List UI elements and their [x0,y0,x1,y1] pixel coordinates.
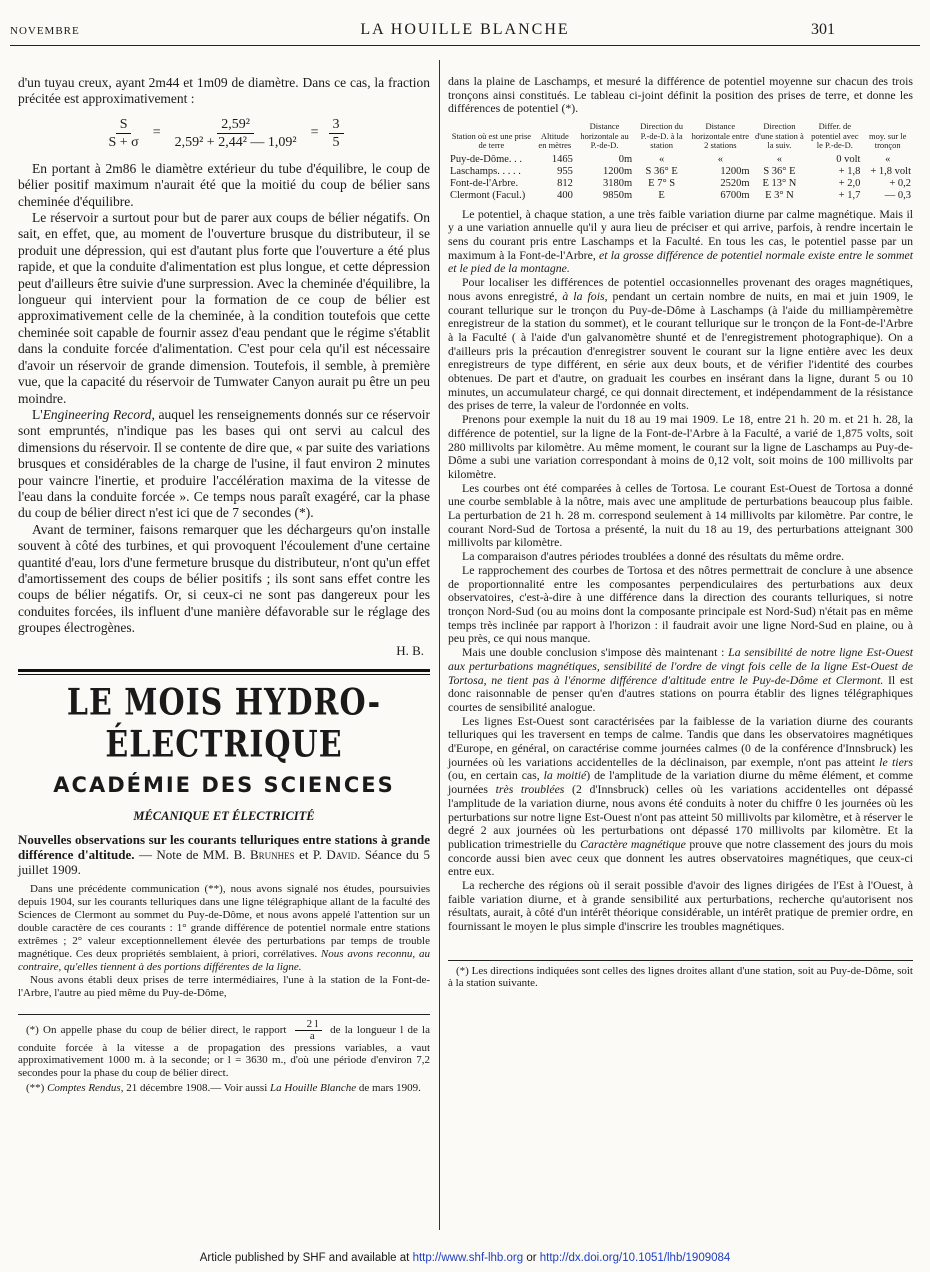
footnote-directions: (*) Les directions indiquées sont celles des lignes droites allant d'une station, soit au Puy-de-Dôme, soit à la station suivante. [448,964,913,990]
footer-link-shf[interactable]: http://www.shf-lhb.org [412,1252,524,1264]
paragraph-exemple: Prenons pour exemple la nuit du 18 au 19 mai 1909. Le 18, entre 21 h. 20 m. et 21 h. 28, la différence de potentiel, sur la ligne de la Font-de-l'Arbre à la Faculté, a varié de 1,875 volts, soit 280 millivolts par kilomètre. Au même moment, le courant sur la ligne de Laschamps au Puy-de-Dôme a subi une variation correspondant à moins de 0,12 volt, soit moins de 100 millivolts par kilomètre. [448,412,913,481]
footer-prefix: Article published by SHF and available at [199,1252,413,1264]
paragraph-comparaison: La comparaison d'autres périodes troublées a donné des résultats du même ordre. [462,549,845,564]
academy-heading: ACADÉMIE DES SCIENCES [53,772,395,797]
paragraph-tortosa: Les courbes ont été comparées à celles de Tortosa. Le courant Est-Ouest de Tortosa a donné une courbe semblable à la nôtre, mais avec une amplitude de perturbations beaucoup plus faible. La perturbation de 21 h. 28 m. correspond seulement à 14 millivolts par kilomètre. Par contre, le courant Nord-Sud de Tortosa a présenté, la nuit du 18 au 19, des perturbations atteignant 300 millivolts par kilomètre. [448,480,913,550]
table-header: Direction du P.-de-D. à la station [640,121,683,151]
paragraph-dechargeurs: Avant de terminer, faisons remarquer que les déchargeurs qu'on installe souvent à côté des turbines, et qui provoquent l'écoulement d'une certaine quantité d'eau, lors d'une fermeture brusque du distributeur, n'ont qu'un effet d'amortissement des coups de bélier positifs ; ils sont sans effet contre les coups de bélier négatifs. Or, si ceux-ci ne sont pas dangereux pour les conduites forcées, ils influent d'une manière défavorable sur le réglage des groupes électrogènes. [18,521,430,636]
footer-or: or [523,1252,540,1264]
footnote-phase: (*) On appelle phase du coup de bélier direct, le rapport $\frac{2 l}{a}$ de la longueur l de la conduite forcée à la vitesse a de propagation des pressions variables, a vaut approximativement 1000 m. à la seconde; or l = 3630 m., d'où une période d'environ 7,2 secondes pour la phase du coup de bélier direct. [18,1017,430,1079]
section-heading: MÉCANIQUE ET ÉLECTRICITÉ [133,808,315,823]
paragraph-potentiel: Le potentiel, à chaque station, a une très faible variation diurne par calme magnétique. Mais il y a une variation annuelle qu'il y aura lieu de préciser et qui arrive, parfois, à rendre incertain le sens du courant pris entre Laschamps et la Faculté. En tous les cas, le potentiel passe par un maximum à la Font-de-l'Arbre, et la grosse différence de potentiel normale existe entre le sommet et le pied de la montagne. [448,206,914,276]
fraction-formula: $\frac{S}{S + \sigma}$ = $\frac{\text{2,59²}}{\text{2,59² + 2,44² — 1,09²}}$ = $\frac{3}{5}$ [18,116,430,151]
column-divider [439,60,440,1230]
paragraph-lignes-est-ouest: Les lignes Est-Ouest sont caractérisées par la faiblesse de la variation diurne des courants telluriques qui les traversent en temps de calme. Tandis que dans les observatoires magnétiques d'Europe, en général, on caractérise comme journées calmes (0 de la conférence d'Innsbruck) les journées où les variations accidentelles de la déclinaison, par exemple, n'ont pas atteint le tiers (ou, en certain cas, la moitié) de l'amplitude de la variation diurne du même élément, et comme journées très troublées (2 d'Innsbruck) celles où les variations accidentelles ont dépassé l'amplitude de la variation diurne, nous avons été conduits à noter du chiffre 0 les journées où les perturbations sur notre ligne Est-Ouest n'ont pas atteint 50 millivolts par kilomètre, et à réserver le degré 2 aux journées où les perturbations ont dépassé 170 millivolts par kilomètre. Et la publication trimestrielle du Caractère magnétique prouve que notre classement des jours du mois concorde aussi bien avec ceux que donnent les autres observatoires magnétiques, que ceux-ci entre eux. [448,713,913,879]
section-rule-thin [18,674,430,675]
formula-mid-num: 2,59² [217,116,254,134]
banner-title: LE MOIS HYDRO-ÉLECTRIQUE [66,681,382,766]
table-header: Distance horizontale au P.-de-D. [580,121,629,151]
footnote-rule [18,1014,430,1015]
formula-lhs-den: S + σ [108,134,139,150]
table-header: Altitude en mètres [538,130,572,151]
table-header-row [448,122,913,154]
paragraph-reservoir: Le réservoir a surtout pour but de parer aux coups de bélier négatifs. On sait, en effet, que, au moment de l'ouverture brusque du distributeur, il se produit une dépression, qui est d'autant plus forte que l'ouverture a été plus rapide, et que la conduite d'alimentation est plus longue, et cette dépression peut d'ailleurs être suivie d'une surpression. Avec la cheminée d'équilibre, la longueur qui intervient pour la formation de ce coup de bélier est approximativement celle de la cheminée, à la condition toutefois que cette cheminée soit capable de fournir assez d'eau pendant que le régime s'établit dans la conduite forcée d'alimentation. C'est pour cela qu'il est nécessaire d'avoir un réservoir de grande dimension. Toutefois, il semble, à première vue, que la capacité du réservoir de Tumwater Canyon aurait pu être un peu moindre. [18,210,430,406]
header-rule [10,45,920,46]
paragraph-prises-de-terre: Nous avons établi deux prises de terre intermédiaires, l'une à la station de la Font-de-l'Arbre, l'autre au pied même du Puy-de-Dôme, [18,973,430,999]
article-title: Nouvelles observations sur les courants telluriques entre stations à grande différence d'altitude. — Note de MM. B. Brunhes et P. David. Séance du 5 juillet 1909. [18,831,430,877]
paragraph-diameter: En portant à 2m86 le diamètre extérieur du tube d'équilibre, le coup de bélier positif maximum n'aurait été que la moitié du coup de bélier sans cheminée d'équilibre. [18,160,430,209]
formula-lhs-num: S [116,116,132,134]
table-header: Distance horizontale entre 2 stations [691,121,750,151]
paragraph-recherche: La recherche des régions où il serait possible d'avoir des lignes dirigées de l'Est à l'Ouest, à faible variation diurne, et à grande sensibilité aux perturbations, recherche qu'autorisent nos résultats, aurait, à côté d'un intérêt théorique considérable, un intérêt pratique de premier ordre, en fournissant le moyen le plus simple d'inscrire les troubles magnétiques. [448,878,913,934]
formula-rhs-den: 5 [332,134,340,150]
footnotes-left [18,1019,430,1095]
left-column [18,75,430,1095]
footnote-comptes-rendus: (**) Comptes Rendus, 21 décembre 1908.— Voir aussi La Houille Blanche de mars 1909. [26,1082,421,1095]
paragraph-conclusion: Mais une double conclusion s'impose dès maintenant : La sensibilité de notre ligne Est-Ouest aux perturbations magnétiques, sensibilité de l'ordre de vingt fois celle de la ligne Est-Ouest de Tortosa, ne tient pas à l'énorme différence d'altitude entre le Puy-de-Dôme et Clermont. Il est donc raisonnable de penser qu'en d'autres stations on pourra établir des lignes télégraphiques courtes de sensibilité analogue. [448,645,913,714]
running-header [0,20,930,44]
footer-link-doi[interactable]: http://dx.doi.org/10.1051/lhb/1909084 [539,1252,731,1264]
signature: H. B. [396,642,424,658]
table-header: Direction d'une station à la suiv. [755,121,804,151]
paragraph-engineering-record: L'Engineering Record, auquel les renseignements donnés sur ce réservoir sont empruntés, n'indique pas les bases qui ont servi au calcul des dimensions du réservoir. Il se contente de dire que, « par suite des variations brusques et considérables de la charge de l'usine, il faut environ 2 minutes pour vaincre l'inertie, et produire l'accélération maxima de la vitesse de l'eau dans la conduite forcée ». Ce temps nous paraît exagéré, car la phase du coup de bélier direct n'est ici que de 7 secondes (*). [18,406,431,521]
table-row: Font-de-l'Arbre. 812 3180m E 7° S 2520m E 13° N + 2,0 + 0,2 [450,177,911,189]
footnote-rule-right [448,960,913,961]
formula-rhs-num: 3 [329,116,344,134]
paragraph-tube: d'un tuyau creux, ayant 2m44 et 1m09 de diamètre. Dans ce cas, la fraction précitée est approximativement : [18,75,430,107]
header-month: NOVEMBRE [10,25,80,37]
table-row: Puy-de-Dôme. . . 1465 0m « « « 0 volt « [450,153,891,165]
paragraph-rapprochement: Le rapprochement des courbes de Tortosa et des nôtres permettrait de conclure à une absence de proportionnalité entre les composantes perpendiculaires des perturbations aux deux observatoires, c'est-à-dire à une différence dans la direction des courants telluriques, si notre tronçon Nord-Sud (ou au moins dont la composante principale est Nord-Sud) n'était pas en même temps très inclinée par rapport à l'horizon : il faudrait avoir une ligne Nord-Sud en plaine, ou à peu près, ce qui nous manque. [448,562,913,646]
table-header: Differ. de potentiel avec le P.-de-D. [811,121,859,151]
journal-title: LA HOUILLE BLANCHE [360,21,570,38]
paragraph-communication: Dans une précédente communication (**), nous avons signalé nos études, poursuivies depuis 1904, sur les courants telluriques dans une ligne télégraphique allant de la faculté des Sciences de Clermont au sommet du Puy-de-Dôme, et nous avons appelé l'attention sur un double caractère de ces courants : 1° grande différence de potentiel normale entre stations extrêmes ; 2° valeur exceptionnellement élevée des perturbations par temps de trouble magnétique. Ces deux propriétés semblaient, à priori, corrélatives. Nous avons reconnu, au contraire, qu'elles tiennent à des portions différentes de la ligne. [18,882,430,973]
stations-table [448,122,913,202]
section-rule-thick [18,669,430,672]
paragraph-laschamps: dans la plaine de Laschamps, et mesuré la différence de potentiel moyenne sur chacun des trois tronçons ainsi constitués. Le tableau ci-joint définit la position des prises de terre, et donne les différences de potentiel (*). [448,74,913,116]
publication-footer [0,1252,930,1264]
paragraph-localiser: Pour localiser les différences de potentiel occasionnelles provenant des orages magnétiques, nous avons enregistré, à la fois, pendant un certain nombre de nuits, en mai et juin 1909, le courant tellurique sur le tronçon du Puy-de-Dôme à Laschamps (à l'aide du milliampèremètre enregistreur de la station du sommet), et le courant tellurique sur le tronçon de la Font-de-l'Arbre à la Faculté ( à l'aide d'un galvanomètre shunté et de l'enregistrement photographique). On a d'ailleurs pris la précaution d'enregistrer souvent le courant sur la ligne entière avec les deux enregistreurs de type différent, en série aux deux bouts, et de vérifier l'identité des courbes obtenues. De part et d'autre, on graduait les courbes en insérant dans la ligne, durant 5 ou 10 minutes, un accumulateur chargé, ce qui donnait directement, et indépendamment de la résistance des prises de terre, la valeur de l'ordonnée en volts. [448,275,913,413]
page-number: 301 [811,21,835,38]
formula-mid-den: 2,59² + 2,44² — 1,09² [174,134,297,150]
table-row: Clermont (Facul.) 400 9850m E 6700m E 3° N + 1,7 — 0,3 [450,189,911,201]
table-header: moy. sur le tronçon [868,130,907,151]
table-header: Station où est une prise de terre [451,130,532,151]
table-row: Laschamps. . . . . 955 1200m S 36° E 1200m S 36° E + 1,8 + 1,8 volt [450,165,911,177]
right-column [448,75,913,990]
